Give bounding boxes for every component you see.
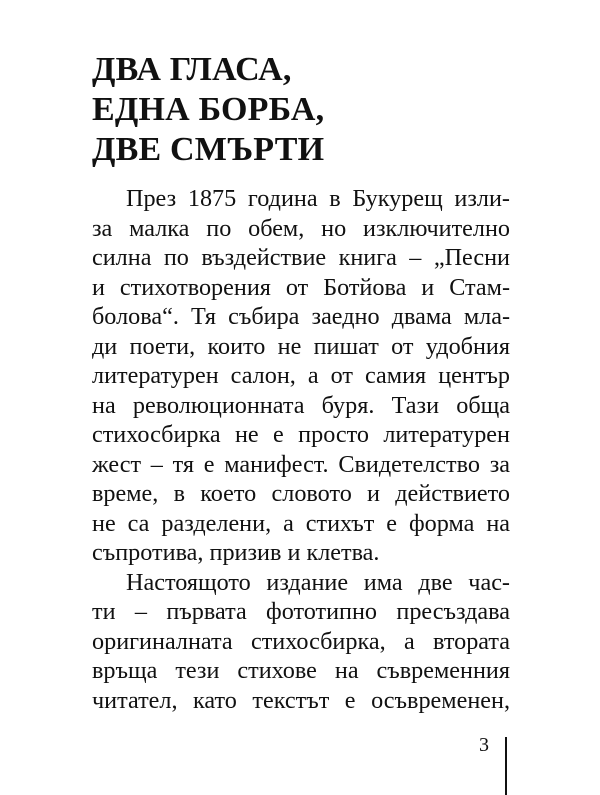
text-line: на революционната буря. Тази обща xyxy=(92,391,510,419)
page-number-rule xyxy=(505,737,507,795)
chapter-title xyxy=(92,50,512,170)
title-line: ЕДНА БОРБА, xyxy=(92,91,325,128)
text-line: за малка по обем, но изключително xyxy=(92,214,510,242)
text-line: болова“. Тя събира заедно двама мла- xyxy=(92,303,510,330)
paragraph-1 xyxy=(92,184,510,568)
text-line: ти – първата фототипно пресъздава xyxy=(92,598,510,625)
text-line: читател, като текстът е осъвременен, xyxy=(92,686,510,714)
text-line: оригиналната стихосбирка, а втората xyxy=(92,627,510,655)
title-line: ДВА ГЛАСА, xyxy=(92,51,292,88)
text-line: жест – тя е манифест. Свидетелство за xyxy=(92,450,510,478)
text-line: връща тези стихове на съвременния xyxy=(92,657,510,684)
body-text xyxy=(92,184,510,715)
title-line: ДВЕ СМЪРТИ xyxy=(92,131,325,168)
text-line: и стихотворения от Ботйова и Стам- xyxy=(92,273,510,301)
text-line: стихосбирка не е просто литературен xyxy=(92,421,510,448)
text-line: време, в което словото и действието xyxy=(92,480,510,507)
paragraph-2 xyxy=(92,568,510,716)
text-line: Настоящото издание има две час- xyxy=(126,568,510,596)
text-line: литературен салон, а от самия център xyxy=(92,362,510,389)
page-number: 3 xyxy=(479,734,489,756)
text-line: силна по въздействие книга – „Песни xyxy=(92,244,510,271)
text-line: не са разделени, а стихът е форма на xyxy=(92,509,510,537)
text-line: ди поети, които не пишат от удобния xyxy=(92,332,510,360)
text-line: съпротива, призив и клетва. xyxy=(92,539,380,566)
text-line: През 1875 година в Букурещ изли- xyxy=(126,185,510,212)
